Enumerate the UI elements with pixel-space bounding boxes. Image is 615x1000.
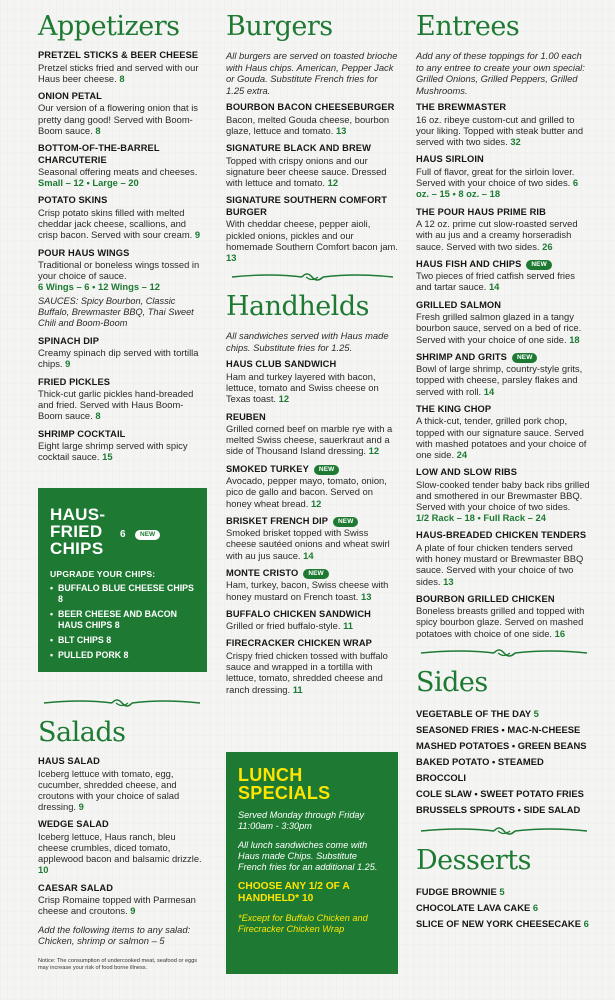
item-name: CAESAR SALAD bbox=[38, 882, 114, 893]
item-name: BOURBON BACON CHEESEBURGER bbox=[226, 102, 395, 113]
side-line: BAKED POTATO • STEAMED BROCCOLI bbox=[416, 755, 544, 783]
item-name: THE BREWMASTER bbox=[416, 102, 507, 113]
item-desc: Iceberg lettuce, Haus ranch, bleu cheese crumbles, diced tomato, applewood bacon and balsamic drizzle. 10 bbox=[38, 830, 202, 876]
item-desc: Fresh grilled salmon glazed in a tangy bourbon sauce, served on a bed of rice. Served with your choice of one side. 18 bbox=[416, 311, 582, 345]
item-price: 13 bbox=[335, 125, 347, 137]
column-middle bbox=[226, 10, 398, 702]
entrees-intro: Add any of these toppings for 1.00 each to any entree to create your own special: Grilled Onions, Grilled Peppers, Grilled Mushrooms. bbox=[416, 50, 585, 96]
menu-item bbox=[38, 143, 206, 188]
ornament-icon bbox=[419, 647, 589, 659]
menu-item bbox=[226, 359, 398, 404]
new-badge: NEW bbox=[135, 530, 160, 540]
item-name: ONION PETAL bbox=[38, 90, 102, 101]
salads-heading: Salads bbox=[38, 717, 126, 748]
menu-item bbox=[416, 154, 592, 199]
salads-section bbox=[38, 690, 206, 953]
menu-item bbox=[416, 102, 592, 147]
burgers-heading: Burgers bbox=[226, 11, 333, 42]
item-name: SHRIMP AND GRITS NEW bbox=[416, 352, 592, 364]
item-price: Small – 12 • Large – 20 bbox=[38, 177, 139, 189]
haus-fried-price: 6 bbox=[120, 529, 126, 540]
entrees-heading: Entrees bbox=[416, 11, 520, 42]
ornament-icon bbox=[42, 697, 202, 709]
item-price: 8 bbox=[95, 124, 101, 136]
item-name: LOW AND SLOW RIBS bbox=[416, 467, 518, 478]
item-price: 14 bbox=[303, 549, 314, 561]
appetizers-list bbox=[38, 50, 206, 463]
item-name: PRETZEL STICKS & BEER CHEESE bbox=[38, 50, 199, 60]
menu-item bbox=[38, 819, 206, 875]
item-name: SIGNATURE BLACK AND BREW bbox=[226, 143, 371, 154]
menu-item bbox=[416, 352, 592, 397]
lunch-hours: Served Monday through Friday 11:00am - 3:30pm bbox=[238, 810, 365, 831]
wing-sauces: SAUCES: Spicy Bourbon, Classic Buffalo, Brewmaster BBQ, Thai Sweet Chili and Boom-Boom bbox=[38, 295, 194, 328]
item-desc: Grilled corned beef on marble rye with a melted Swiss cheese, sauerkraut and a side of Thousand Island dressing. 12 bbox=[226, 423, 393, 457]
ornament-icon bbox=[230, 271, 395, 283]
item-price: 6 oz. – 15 • 8 oz. – 18 bbox=[416, 177, 579, 200]
item-name: SMOKED TURKEY NEW bbox=[226, 464, 398, 476]
item-price: 16 bbox=[554, 627, 566, 639]
side-line: SEASONED FRIES • MAC-N-CHEESE bbox=[416, 723, 581, 735]
dessert-item: CHOCOLATE LAVA CAKE 6 bbox=[416, 901, 539, 913]
ornament-divider bbox=[416, 646, 592, 660]
menu-item bbox=[226, 638, 398, 694]
item-desc: Bacon, melted Gouda cheese, bourbon glaze, lettuce and tomato. 13 bbox=[226, 113, 390, 137]
menu-item bbox=[416, 259, 592, 293]
item-price: 12 bbox=[368, 445, 380, 457]
ornament-icon bbox=[419, 825, 589, 837]
item-desc: Bowl of large shrimp, country-style grits, topped with cheese, parsley flakes and served with roll. 14 bbox=[416, 363, 583, 397]
item-name: BRISKET FRENCH DIP NEW bbox=[226, 516, 398, 528]
item-desc: A plate of four chicken tenders served with honey mustard or Brewmaster BBQ sauce. Served with your choice of two sides. 13 bbox=[416, 541, 584, 587]
item-desc: Avocado, pepper mayo, tomato, onion, pico de gallo and bacon. Served on honey wheat bread. 12 bbox=[226, 475, 387, 509]
item-price: 14 bbox=[488, 281, 500, 293]
item-price: 26 bbox=[542, 240, 553, 252]
item-name: POTATO SKINS bbox=[38, 195, 108, 206]
menu-item bbox=[416, 300, 592, 345]
ornament-divider bbox=[416, 824, 592, 838]
item-desc: 16 oz. ribeye custom-cut and grilled to your liking. Topped with steak butter and served with two sides. 32 bbox=[416, 113, 584, 148]
item-desc: Slow-cooked tender baby back ribs grilled and smothered in our Brewmaster BBQ. Served with your choice of two sides. bbox=[416, 478, 590, 513]
item-price: 8 bbox=[95, 410, 101, 422]
new-badge: NEW bbox=[303, 569, 328, 579]
ornament-divider bbox=[38, 696, 206, 710]
menu-item bbox=[38, 248, 206, 293]
item-price: 8 bbox=[119, 72, 125, 84]
item-desc: With cheddar cheese, pepper aioli, pickled onions, pickles and our homemade Southern Comfort bacon jam. 13 bbox=[226, 218, 398, 263]
new-badge: NEW bbox=[314, 465, 339, 475]
item-price: 9 bbox=[130, 905, 136, 917]
item-desc: Smoked brisket topped with Swiss cheese sautéed onions and wheat swirl with au jus sauce. 14 bbox=[226, 527, 390, 561]
ornament-divider bbox=[226, 270, 398, 284]
handhelds-intro: All sandwiches served with Haus made chips. Substitute fries for 1.25. bbox=[226, 330, 389, 353]
menu-item bbox=[416, 594, 592, 639]
new-badge: NEW bbox=[333, 517, 358, 527]
item-name: HAUS CLUB SANDWICH bbox=[226, 359, 337, 370]
item-desc: A thick-cut, tender, grilled pork chop, topped with our signature sauce. Served with mashed potatoes and your choice of one side. 24 bbox=[416, 415, 587, 460]
haus-fried-price-row bbox=[120, 524, 160, 542]
item-price: 12 bbox=[327, 177, 339, 189]
item-desc: Full of flavor, great for the sirloin lover. Served with your choice of two sides. 6 oz. – 15 • 8 oz. – 18 bbox=[416, 165, 579, 200]
item-desc: Thick-cut garlic pickles hand-breaded and fried. Served with Haus Boom-Boom sauce. 8 bbox=[38, 388, 194, 422]
menu-item bbox=[226, 568, 398, 602]
lunch-specials-box bbox=[226, 752, 398, 974]
item-name: MONTE CRISTO NEW bbox=[226, 568, 398, 580]
item-price: 6 Wings – 6 • 12 Wings – 12 bbox=[38, 281, 160, 293]
item-price: 12 bbox=[310, 497, 322, 509]
lunch-choose: CHOOSE ANY 1/2 OF A HANDHELD* 10 bbox=[238, 881, 350, 904]
menu-item bbox=[226, 143, 398, 188]
item-name: HAUS SIRLOIN bbox=[416, 154, 484, 165]
item-desc: Crisp potato skins filled with melted cheddar jack cheese, scallions, and crisp bacon. Served with sour cream. 9 bbox=[38, 206, 201, 241]
item-price: 13 bbox=[360, 590, 372, 602]
upgrade-item: • BEER CHEESE AND BACON HAUS CHIPS 8 bbox=[50, 609, 197, 631]
new-badge: NEW bbox=[526, 260, 551, 270]
item-name: REUBEN bbox=[226, 411, 266, 422]
item-desc: A 12 oz. prime cut slow-roasted served with au jus and a creamy horseradish sauce. Served with two sides. 26 bbox=[416, 218, 578, 252]
item-name: SHRIMP COCKTAIL bbox=[38, 428, 126, 439]
menu-item bbox=[226, 102, 398, 136]
haus-fried-chips-box bbox=[38, 488, 207, 672]
menu-item bbox=[416, 404, 592, 460]
item-desc: Iceberg lettuce with tomato, egg, cucumber, shredded cheese, and croutons with your choice of salad dressing. 9 bbox=[38, 767, 180, 813]
item-desc: Grilled or fried buffalo-style. 11 bbox=[226, 620, 353, 632]
menu-item bbox=[226, 516, 398, 561]
dessert-item: FUDGE BROWNIE 5 bbox=[416, 885, 505, 897]
sides-list bbox=[416, 706, 592, 818]
desserts-list bbox=[416, 884, 592, 932]
item-name: BUFFALO CHICKEN SANDWICH bbox=[226, 608, 371, 619]
handhelds-heading: Handhelds bbox=[226, 291, 369, 323]
upgrade-item: • PULLED PORK 8 bbox=[50, 650, 197, 661]
item-name: SIGNATURE SOUTHERN COMFORT BURGER bbox=[226, 195, 387, 217]
item-name: HAUS FISH AND CHIPS NEW bbox=[416, 259, 592, 271]
menu-item bbox=[38, 756, 206, 812]
menu-item bbox=[38, 91, 206, 136]
menu-item bbox=[416, 467, 592, 523]
item-name: HAUS-BREADED CHICKEN TENDERS bbox=[416, 530, 587, 541]
dessert-item: SLICE OF NEW YORK CHEESECAKE 6 bbox=[416, 917, 589, 929]
lunch-price: 10 bbox=[301, 893, 314, 904]
item-name: BOTTOM-OF-THE-BARREL CHARCUTERIE bbox=[38, 143, 160, 165]
new-badge: NEW bbox=[512, 353, 537, 363]
upgrade-heading: UPGRADE YOUR CHIPS: bbox=[50, 569, 156, 579]
item-desc: Crispy fried chicken tossed with buffalo sauce and wrapped in a tortilla with lettuce, tomato, shredded cheese and ranch dressing. 11 bbox=[226, 649, 388, 695]
upgrade-item: • BUFFALO BLUE CHEESE CHIPS 8 bbox=[50, 583, 197, 605]
menu-item bbox=[38, 50, 206, 84]
item-desc: Creamy spinach dip served with tortilla chips. 9 bbox=[38, 347, 199, 370]
menu-item bbox=[416, 207, 592, 252]
item-desc: Ham, turkey, bacon, Swiss cheese with honey mustard on French toast. 13 bbox=[226, 579, 389, 602]
item-price: 11 bbox=[292, 683, 303, 695]
menu-item bbox=[38, 377, 206, 422]
column-right bbox=[416, 10, 592, 932]
menu-item bbox=[38, 429, 206, 463]
item-name: GRILLED SALMON bbox=[416, 299, 502, 310]
item-desc: Seasonal offering meats and cheeses. Small – 12 • Large – 20 bbox=[38, 166, 198, 189]
side-line: COLE SLAW • SWEET POTATO FRIES bbox=[416, 787, 584, 799]
lunch-title: LUNCH SPECIALS bbox=[238, 765, 331, 803]
menu-item bbox=[226, 609, 398, 632]
item-price: 12 bbox=[278, 393, 290, 405]
item-name: BOURBON GRILLED CHICKEN bbox=[416, 593, 555, 604]
item-desc: Boneless breasts grilled and topped with spicy bourbon glaze. Served on mashed potatoes with choice of one side. 16 bbox=[416, 605, 585, 639]
appetizers-heading: Appetizers bbox=[38, 11, 180, 42]
item-price: 11 bbox=[343, 620, 353, 632]
side-line: BRUSSELS SPROUTS • SIDE SALAD bbox=[416, 803, 581, 815]
item-desc: Traditional or boneless wings tossed in your choice of sauce. bbox=[38, 259, 200, 282]
item-name: POUR HAUS WINGS bbox=[38, 247, 130, 258]
lunch-desc: All lunch sandwiches come with Haus made Chips. Substitute French fries for an additional 1.25. bbox=[238, 840, 378, 872]
item-price: 9 bbox=[78, 801, 84, 813]
item-price: 32 bbox=[510, 136, 521, 148]
column-left bbox=[38, 10, 206, 470]
menu-item bbox=[226, 195, 398, 263]
side-line: MASHED POTATOES • GREEN BEANS bbox=[416, 739, 587, 751]
item-price: 9 bbox=[65, 358, 71, 370]
item-name: HAUS SALAD bbox=[38, 756, 100, 766]
item-desc: Crisp Romaine topped with Parmesan cheese and croutons. 9 bbox=[38, 894, 196, 917]
haus-fried-title: HAUS-FRIED CHIPS bbox=[50, 505, 106, 558]
item-name: THE POUR HAUS PRIME RIB bbox=[416, 206, 546, 217]
item-desc: Two pieces of fried catfish served fries and tartar sauce. 14 bbox=[416, 270, 575, 293]
item-price: 10 bbox=[38, 864, 49, 876]
item-price: 18 bbox=[569, 333, 580, 345]
upgrade-item: • BLT CHIPS 8 bbox=[50, 635, 197, 646]
item-name: FRIED PICKLES bbox=[38, 376, 111, 387]
menu-item bbox=[38, 195, 206, 240]
menu-item bbox=[226, 412, 398, 457]
item-price: 13 bbox=[226, 252, 237, 263]
salad-addon: Add the following items to any salad: Chicken, shrimp or salmon – 5 bbox=[38, 923, 191, 947]
side-line: VEGETABLE OF THE DAY 5 bbox=[416, 707, 539, 719]
item-price: 9 bbox=[194, 229, 201, 241]
menu-item bbox=[416, 530, 592, 586]
desserts-heading: Desserts bbox=[416, 844, 531, 876]
lunch-note: *Except for Buffalo Chicken and Firecracker Chicken Wrap bbox=[238, 913, 368, 934]
food-safety-notice: Notice: The consumption of undercooked meat, seafood or eggs may increase your risk of food borne illness. bbox=[38, 958, 198, 971]
menu-item bbox=[38, 883, 206, 917]
item-desc: Pretzel sticks fried and served with our Haus beer cheese. 8 bbox=[38, 61, 199, 84]
item-price: 14 bbox=[483, 385, 495, 397]
sides-heading: Sides bbox=[416, 666, 488, 698]
item-desc: Topped with crispy onions and our signature beer cheese sauce. Dressed with lettuce and tomato. 12 bbox=[226, 154, 387, 189]
menu-item bbox=[38, 336, 206, 370]
item-desc: Eight large shrimp served with spicy cocktail sauce. 15 bbox=[38, 440, 188, 463]
item-price: 24 bbox=[456, 448, 468, 460]
item-name: SPINACH DIP bbox=[38, 335, 100, 346]
item-price: 15 bbox=[102, 451, 113, 463]
item-price: 13 bbox=[443, 575, 454, 587]
burgers-intro: All burgers are served on toasted brioche with Haus chips. American, Pepper Jack or Gouda. Substitute French fries for 1.25 extra. bbox=[226, 50, 398, 96]
menu-item bbox=[226, 464, 398, 509]
item-name: WEDGE SALAD bbox=[38, 819, 109, 830]
item-name: THE KING CHOP bbox=[416, 403, 492, 414]
item-price: 1/2 Rack – 18 • Full Rack – 24 bbox=[416, 512, 546, 524]
item-desc: Our version of a flowering onion that is pretty dang good! Served with Boom-Boom sauce. 8 bbox=[38, 102, 198, 136]
item-desc: Ham and turkey layered with bacon, lettuce, tomato and Swiss cheese on Texas toast. 12 bbox=[226, 370, 379, 405]
item-name: FIRECRACKER CHICKEN WRAP bbox=[226, 638, 372, 649]
